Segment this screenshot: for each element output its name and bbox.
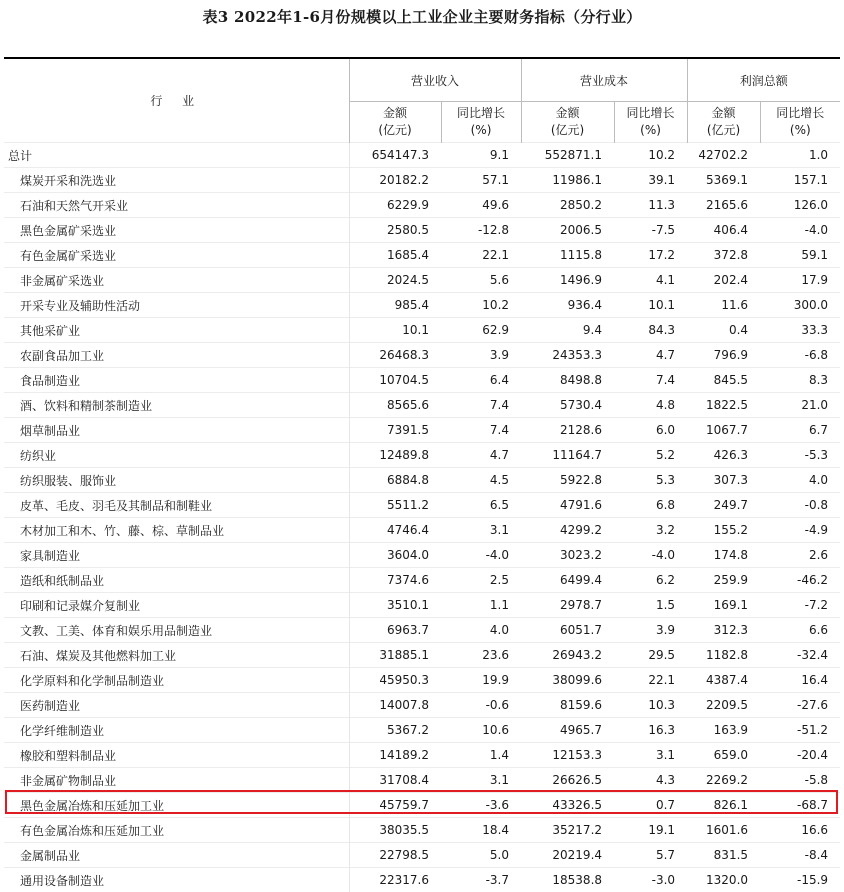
revenue-growth-cell: 22.1 xyxy=(441,243,521,268)
profit-growth-cell: 126.0 xyxy=(760,193,840,218)
profit-amount-cell: 372.8 xyxy=(687,243,760,268)
profit-growth-cell: 300.0 xyxy=(760,293,840,318)
cost-growth-cell: -7.5 xyxy=(614,218,687,243)
revenue-amount-cell: 985.4 xyxy=(349,293,441,318)
revenue-amount-cell: 14189.2 xyxy=(349,743,441,768)
table-row xyxy=(4,793,840,818)
subheader-unit: (%) xyxy=(761,122,841,139)
table-row xyxy=(4,618,840,643)
revenue-growth-cell: 6.4 xyxy=(441,368,521,393)
table-row xyxy=(4,318,840,343)
industry-name-cell: 纺织业 xyxy=(4,443,349,468)
revenue-growth-cell: 9.1 xyxy=(441,143,521,168)
industry-name-cell: 开采专业及辅助性活动 xyxy=(4,293,349,318)
revenue-growth-cell: 23.6 xyxy=(441,643,521,668)
revenue-growth-cell: 3.9 xyxy=(441,343,521,368)
cost-amount-cell: 1496.9 xyxy=(521,268,614,293)
profit-growth-cell: 17.9 xyxy=(760,268,840,293)
profit-amount-cell: 202.4 xyxy=(687,268,760,293)
cost-growth-cell: 3.2 xyxy=(614,518,687,543)
revenue-growth-cell: 5.0 xyxy=(441,843,521,868)
revenue-growth-cell: 6.5 xyxy=(441,493,521,518)
revenue-amount-cell: 20182.2 xyxy=(349,168,441,193)
revenue-growth-cell: 49.6 xyxy=(441,193,521,218)
revenue-amount-cell: 4746.4 xyxy=(349,518,441,543)
table-row xyxy=(4,868,840,892)
cost-growth-cell: 0.7 xyxy=(614,793,687,818)
profit-amount-cell: 406.4 xyxy=(687,218,760,243)
revenue-growth-cell: 18.4 xyxy=(441,818,521,843)
cost-amount-cell: 3023.2 xyxy=(521,543,614,568)
industry-name-cell: 煤炭开采和洗选业 xyxy=(4,168,349,193)
subheader-unit: (亿元) xyxy=(350,122,441,139)
cost-amount-cell: 18538.8 xyxy=(521,868,614,892)
revenue-amount-cell: 3604.0 xyxy=(349,543,441,568)
subheader-unit: (%) xyxy=(442,122,521,139)
revenue-amount-cell: 5367.2 xyxy=(349,718,441,743)
revenue-growth-cell: 3.1 xyxy=(441,518,521,543)
revenue-amount-cell: 26468.3 xyxy=(349,343,441,368)
revenue-amount-cell: 6884.8 xyxy=(349,468,441,493)
cost-growth-cell: 1.5 xyxy=(614,593,687,618)
cost-amount-cell: 9.4 xyxy=(521,318,614,343)
profit-amount-cell: 1320.0 xyxy=(687,868,760,892)
profit-amount-cell: 2209.5 xyxy=(687,693,760,718)
table-row xyxy=(4,768,840,793)
profit-amount-cell: 249.7 xyxy=(687,493,760,518)
cost-growth-cell: 11.3 xyxy=(614,193,687,218)
revenue-amount-cell: 5511.2 xyxy=(349,493,441,518)
financial-indicators-table xyxy=(4,57,840,892)
table-row xyxy=(4,843,840,868)
table-row xyxy=(4,218,840,243)
profit-amount-cell: 796.9 xyxy=(687,343,760,368)
profit-growth-cell: 21.0 xyxy=(760,393,840,418)
cost-amount-cell: 2006.5 xyxy=(521,218,614,243)
cost-amount-cell: 2128.6 xyxy=(521,418,614,443)
table-row xyxy=(4,418,840,443)
industry-name-cell: 非金属矿物制品业 xyxy=(4,768,349,793)
cost-amount-cell: 5730.4 xyxy=(521,393,614,418)
revenue-amount-cell: 45950.3 xyxy=(349,668,441,693)
cost-amount-cell: 24353.3 xyxy=(521,343,614,368)
profit-growth-header xyxy=(760,102,840,143)
subheader-unit: (亿元) xyxy=(688,122,760,139)
cost-amount-cell: 11986.1 xyxy=(521,168,614,193)
revenue-amount-cell: 2024.5 xyxy=(349,268,441,293)
industry-name-cell: 有色金属冶炼和压延加工业 xyxy=(4,818,349,843)
table-row xyxy=(4,818,840,843)
revenue-growth-cell: -4.0 xyxy=(441,543,521,568)
profit-growth-cell: -8.4 xyxy=(760,843,840,868)
revenue-amount-cell: 2580.5 xyxy=(349,218,441,243)
revenue-amount-cell: 38035.5 xyxy=(349,818,441,843)
cost-amount-cell: 4299.2 xyxy=(521,518,614,543)
profit-amount-cell: 659.0 xyxy=(687,743,760,768)
subheader-label: 金额 xyxy=(522,105,614,122)
profit-growth-cell: -68.7 xyxy=(760,793,840,818)
cost-amount-cell: 4965.7 xyxy=(521,718,614,743)
profit-growth-cell: -27.6 xyxy=(760,693,840,718)
revenue-growth-cell: 4.0 xyxy=(441,618,521,643)
cost-growth-cell: 22.1 xyxy=(614,668,687,693)
profit-amount-cell: 169.1 xyxy=(687,593,760,618)
cost-growth-cell: -3.0 xyxy=(614,868,687,892)
profit-growth-cell: -5.3 xyxy=(760,443,840,468)
revenue-growth-cell: 2.5 xyxy=(441,568,521,593)
revenue-growth-header xyxy=(441,102,521,143)
cost-amount-cell: 20219.4 xyxy=(521,843,614,868)
industry-name-cell: 金属制品业 xyxy=(4,843,349,868)
cost-growth-cell: 5.3 xyxy=(614,468,687,493)
table-row xyxy=(4,593,840,618)
cost-amount-cell: 43326.5 xyxy=(521,793,614,818)
revenue-growth-cell: -12.8 xyxy=(441,218,521,243)
cost-group-header: 营业成本 xyxy=(521,58,687,102)
cost-amount-cell: 6499.4 xyxy=(521,568,614,593)
industry-name-cell: 有色金属矿采选业 xyxy=(4,243,349,268)
table-row xyxy=(4,668,840,693)
industry-name-cell: 印刷和记录媒介复制业 xyxy=(4,593,349,618)
industry-name-cell: 其他采矿业 xyxy=(4,318,349,343)
profit-growth-cell: 157.1 xyxy=(760,168,840,193)
profit-growth-cell: 6.6 xyxy=(760,618,840,643)
revenue-amount-cell: 10.1 xyxy=(349,318,441,343)
subheader-label: 金额 xyxy=(688,105,760,122)
cost-growth-cell: 4.3 xyxy=(614,768,687,793)
profit-amount-cell: 312.3 xyxy=(687,618,760,643)
cost-growth-cell: 10.1 xyxy=(614,293,687,318)
cost-growth-header xyxy=(614,102,687,143)
subheader-label: 金额 xyxy=(350,105,441,122)
profit-amount-cell: 4387.4 xyxy=(687,668,760,693)
profit-amount-header xyxy=(687,102,760,143)
profit-amount-cell: 259.9 xyxy=(687,568,760,593)
profit-growth-cell: 2.6 xyxy=(760,543,840,568)
profit-growth-cell: 16.4 xyxy=(760,668,840,693)
profit-amount-cell: 2165.6 xyxy=(687,193,760,218)
cost-amount-cell: 2850.2 xyxy=(521,193,614,218)
revenue-amount-cell: 7391.5 xyxy=(349,418,441,443)
industry-name-cell: 酒、饮料和精制茶制造业 xyxy=(4,393,349,418)
cost-amount-cell: 35217.2 xyxy=(521,818,614,843)
profit-amount-cell: 5369.1 xyxy=(687,168,760,193)
profit-growth-cell: 8.3 xyxy=(760,368,840,393)
revenue-amount-cell: 6229.9 xyxy=(349,193,441,218)
cost-growth-cell: 5.2 xyxy=(614,443,687,468)
industry-name-cell: 通用设备制造业 xyxy=(4,868,349,892)
profit-amount-cell: 1601.6 xyxy=(687,818,760,843)
table-body xyxy=(4,143,840,892)
revenue-growth-cell: 5.6 xyxy=(441,268,521,293)
revenue-growth-cell: 19.9 xyxy=(441,668,521,693)
industry-name-cell: 造纸和纸制品业 xyxy=(4,568,349,593)
profit-amount-cell: 1822.5 xyxy=(687,393,760,418)
cost-amount-cell: 11164.7 xyxy=(521,443,614,468)
cost-amount-cell: 38099.6 xyxy=(521,668,614,693)
profit-growth-cell: -51.2 xyxy=(760,718,840,743)
cost-amount-cell: 12153.3 xyxy=(521,743,614,768)
revenue-amount-cell: 14007.8 xyxy=(349,693,441,718)
profit-group-header: 利润总额 xyxy=(687,58,840,102)
subheader-unit: (%) xyxy=(615,122,687,139)
profit-growth-cell: -0.8 xyxy=(760,493,840,518)
table-row xyxy=(4,368,840,393)
table-row xyxy=(4,268,840,293)
table-row xyxy=(4,393,840,418)
revenue-amount-cell: 6963.7 xyxy=(349,618,441,643)
profit-amount-cell: 1182.8 xyxy=(687,643,760,668)
industry-name-cell: 木材加工和木、竹、藤、棕、草制品业 xyxy=(4,518,349,543)
cost-growth-cell: 7.4 xyxy=(614,368,687,393)
industry-name-cell: 纺织服装、服饰业 xyxy=(4,468,349,493)
cost-growth-cell: 19.1 xyxy=(614,818,687,843)
revenue-amount-cell: 45759.7 xyxy=(349,793,441,818)
cost-amount-header xyxy=(521,102,614,143)
revenue-growth-cell: 4.5 xyxy=(441,468,521,493)
profit-amount-cell: 426.3 xyxy=(687,443,760,468)
subheader-label: 同比增长 xyxy=(761,105,841,122)
profit-growth-cell: 6.7 xyxy=(760,418,840,443)
profit-growth-cell: -20.4 xyxy=(760,743,840,768)
profit-amount-cell: 0.4 xyxy=(687,318,760,343)
profit-growth-cell: 1.0 xyxy=(760,143,840,168)
profit-growth-cell: -7.2 xyxy=(760,593,840,618)
revenue-amount-cell: 3510.1 xyxy=(349,593,441,618)
profit-amount-cell: 155.2 xyxy=(687,518,760,543)
industry-name-cell: 橡胶和塑料制品业 xyxy=(4,743,349,768)
industry-name-cell: 农副食品加工业 xyxy=(4,343,349,368)
revenue-amount-cell: 12489.8 xyxy=(349,443,441,468)
table-row xyxy=(4,343,840,368)
table-row xyxy=(4,168,840,193)
total-row xyxy=(4,143,840,168)
cost-amount-cell: 1115.8 xyxy=(521,243,614,268)
table-row xyxy=(4,693,840,718)
revenue-amount-header xyxy=(349,102,441,143)
table-row xyxy=(4,568,840,593)
cost-amount-cell: 6051.7 xyxy=(521,618,614,643)
revenue-growth-cell: 4.7 xyxy=(441,443,521,468)
cost-growth-cell: 6.8 xyxy=(614,493,687,518)
cost-growth-cell: 17.2 xyxy=(614,243,687,268)
cost-amount-cell: 26943.2 xyxy=(521,643,614,668)
revenue-growth-cell: 62.9 xyxy=(441,318,521,343)
profit-growth-cell: -5.8 xyxy=(760,768,840,793)
cost-amount-cell: 2978.7 xyxy=(521,593,614,618)
cost-growth-cell: 6.0 xyxy=(614,418,687,443)
table-row xyxy=(4,743,840,768)
table-row xyxy=(4,643,840,668)
industry-name-cell: 化学纤维制造业 xyxy=(4,718,349,743)
cost-growth-cell: 39.1 xyxy=(614,168,687,193)
table-row xyxy=(4,293,840,318)
subheader-unit: (亿元) xyxy=(522,122,614,139)
profit-growth-cell: 33.3 xyxy=(760,318,840,343)
cost-amount-cell: 8159.6 xyxy=(521,693,614,718)
revenue-growth-cell: 3.1 xyxy=(441,768,521,793)
industry-name-cell: 烟草制品业 xyxy=(4,418,349,443)
cost-growth-cell: 4.7 xyxy=(614,343,687,368)
profit-amount-cell: 174.8 xyxy=(687,543,760,568)
cost-amount-cell: 5922.8 xyxy=(521,468,614,493)
revenue-amount-cell: 7374.6 xyxy=(349,568,441,593)
cost-growth-cell: 3.9 xyxy=(614,618,687,643)
revenue-growth-cell: 57.1 xyxy=(441,168,521,193)
revenue-amount-cell: 31708.4 xyxy=(349,768,441,793)
table-row xyxy=(4,493,840,518)
revenue-growth-cell: 7.4 xyxy=(441,418,521,443)
revenue-amount-cell: 10704.5 xyxy=(349,368,441,393)
table-row xyxy=(4,543,840,568)
revenue-growth-cell: 1.1 xyxy=(441,593,521,618)
industry-name-cell: 黑色金属冶炼和压延加工业 xyxy=(4,793,349,818)
revenue-growth-cell: 7.4 xyxy=(441,393,521,418)
table-row xyxy=(4,468,840,493)
profit-amount-cell: 11.6 xyxy=(687,293,760,318)
table-row xyxy=(4,243,840,268)
industry-name-cell: 石油、煤炭及其他燃料加工业 xyxy=(4,643,349,668)
table-row xyxy=(4,718,840,743)
profit-growth-cell: 59.1 xyxy=(760,243,840,268)
subheader-label: 同比增长 xyxy=(615,105,687,122)
revenue-growth-cell: 10.6 xyxy=(441,718,521,743)
cost-amount-cell: 552871.1 xyxy=(521,143,614,168)
cost-growth-cell: 16.3 xyxy=(614,718,687,743)
cost-growth-cell: 10.3 xyxy=(614,693,687,718)
industry-name-cell: 文教、工美、体育和娱乐用品制造业 xyxy=(4,618,349,643)
profit-amount-cell: 831.5 xyxy=(687,843,760,868)
profit-amount-cell: 826.1 xyxy=(687,793,760,818)
profit-amount-cell: 845.5 xyxy=(687,368,760,393)
cost-amount-cell: 26626.5 xyxy=(521,768,614,793)
table-header xyxy=(4,58,840,143)
revenue-group-header: 营业收入 xyxy=(349,58,521,102)
cost-amount-cell: 936.4 xyxy=(521,293,614,318)
profit-amount-cell: 2269.2 xyxy=(687,768,760,793)
revenue-growth-cell: 1.4 xyxy=(441,743,521,768)
profit-growth-cell: -32.4 xyxy=(760,643,840,668)
table-row xyxy=(4,518,840,543)
cost-amount-cell: 4791.6 xyxy=(521,493,614,518)
profit-growth-cell: -46.2 xyxy=(760,568,840,593)
profit-growth-cell: -4.0 xyxy=(760,218,840,243)
industry-name-cell: 总计 xyxy=(4,143,349,168)
profit-amount-cell: 42702.2 xyxy=(687,143,760,168)
revenue-growth-cell: 10.2 xyxy=(441,293,521,318)
revenue-amount-cell: 8565.6 xyxy=(349,393,441,418)
industry-name-cell: 医药制造业 xyxy=(4,693,349,718)
revenue-amount-cell: 1685.4 xyxy=(349,243,441,268)
industry-name-cell: 食品制造业 xyxy=(4,368,349,393)
table-row xyxy=(4,443,840,468)
profit-growth-cell: -15.9 xyxy=(760,868,840,892)
profit-growth-cell: 16.6 xyxy=(760,818,840,843)
profit-amount-cell: 163.9 xyxy=(687,718,760,743)
revenue-growth-cell: -3.6 xyxy=(441,793,521,818)
cost-growth-cell: 10.2 xyxy=(614,143,687,168)
industry-name-cell: 石油和天然气开采业 xyxy=(4,193,349,218)
cost-growth-cell: 29.5 xyxy=(614,643,687,668)
cost-growth-cell: -4.0 xyxy=(614,543,687,568)
industry-name-cell: 皮革、毛皮、羽毛及其制品和制鞋业 xyxy=(4,493,349,518)
cost-growth-cell: 5.7 xyxy=(614,843,687,868)
profit-growth-cell: 4.0 xyxy=(760,468,840,493)
cost-growth-cell: 4.1 xyxy=(614,268,687,293)
profit-amount-cell: 1067.7 xyxy=(687,418,760,443)
table-title: 表3 2022年1-6月份规模以上工业企业主要财务指标（分行业） xyxy=(0,6,844,27)
industry-name-cell: 化学原料和化学制品制造业 xyxy=(4,668,349,693)
cost-growth-cell: 3.1 xyxy=(614,743,687,768)
revenue-amount-cell: 22798.5 xyxy=(349,843,441,868)
cost-growth-cell: 84.3 xyxy=(614,318,687,343)
revenue-amount-cell: 22317.6 xyxy=(349,868,441,892)
industry-name-cell: 非金属矿采选业 xyxy=(4,268,349,293)
subheader-label: 同比增长 xyxy=(442,105,521,122)
revenue-amount-cell: 654147.3 xyxy=(349,143,441,168)
industry-header: 行 业 xyxy=(4,58,349,143)
profit-amount-cell: 307.3 xyxy=(687,468,760,493)
cost-growth-cell: 4.8 xyxy=(614,393,687,418)
cost-growth-cell: 6.2 xyxy=(614,568,687,593)
industry-name-cell: 家具制造业 xyxy=(4,543,349,568)
profit-growth-cell: -6.8 xyxy=(760,343,840,368)
industry-name-cell: 黑色金属矿采选业 xyxy=(4,218,349,243)
revenue-growth-cell: -0.6 xyxy=(441,693,521,718)
table-row xyxy=(4,193,840,218)
profit-growth-cell: -4.9 xyxy=(760,518,840,543)
revenue-growth-cell: -3.7 xyxy=(441,868,521,892)
revenue-amount-cell: 31885.1 xyxy=(349,643,441,668)
cost-amount-cell: 8498.8 xyxy=(521,368,614,393)
